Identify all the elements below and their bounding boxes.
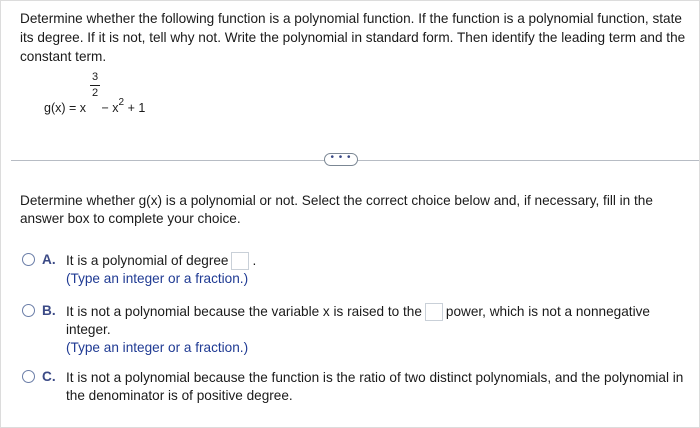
radio-c[interactable]: [22, 370, 35, 383]
choice-b-text: [66, 303, 650, 357]
degree-answer-box[interactable]: [231, 252, 249, 270]
instruction-text: Determine whether g(x) is a polynomial or not. Select the correct choice below and, if necessary, fill in the answer box to complete your choice.: [20, 193, 653, 226]
choice-c-line1: It is not a polynomial because the function is the ratio of two distinct polynomials, and the polynomial in: [66, 370, 684, 385]
choice-a-hint: (Type an integer or a fraction.): [66, 271, 249, 287]
radio-a[interactable]: [22, 253, 35, 266]
formula-mid-exponent: 2: [118, 97, 125, 108]
formula-base: [44, 97, 146, 115]
choice-b-label-after: power, which is not a nonnegative: [445, 304, 650, 319]
more-dots-icon: • • •: [330, 151, 352, 163]
power-answer-box[interactable]: [425, 303, 443, 321]
choice-letter: C.: [42, 369, 56, 384]
choice-b-label: It is not a polynomial because the variable x is raised to the: [66, 304, 422, 319]
choice-c-line2: the denominator is of positive degree.: [66, 388, 293, 403]
formula-mid: − x: [98, 101, 119, 115]
fraction-bar: [90, 85, 100, 86]
choice-a-text: [66, 252, 256, 288]
exponent-denominator: 2: [91, 87, 99, 99]
choice-a-period: .: [252, 253, 257, 268]
formula-tail: + 1: [124, 101, 146, 115]
choice-b-hint: (Type an integer or a fraction.): [66, 340, 249, 356]
choice-letter: B.: [42, 303, 56, 318]
choice-b-line2: integer.: [66, 322, 111, 338]
choice-c-text: [66, 369, 683, 405]
radio-b[interactable]: [22, 304, 35, 317]
exponent-numerator: 3: [91, 71, 99, 83]
formula-lhs: g(x) = x: [44, 101, 87, 115]
choice-a-label: It is a polynomial of degree: [66, 253, 229, 268]
choice-letter: A.: [42, 252, 56, 267]
question-text: Determine whether the following function is a polynomial function. If the function is a polynomial function, state its degree. If it is not, tell why not. Write the polynomial in standard form. Then identify the leading term and the constant term.: [20, 11, 686, 64]
expand-more-button[interactable]: [324, 153, 358, 166]
exponent-fraction: [89, 71, 101, 100]
